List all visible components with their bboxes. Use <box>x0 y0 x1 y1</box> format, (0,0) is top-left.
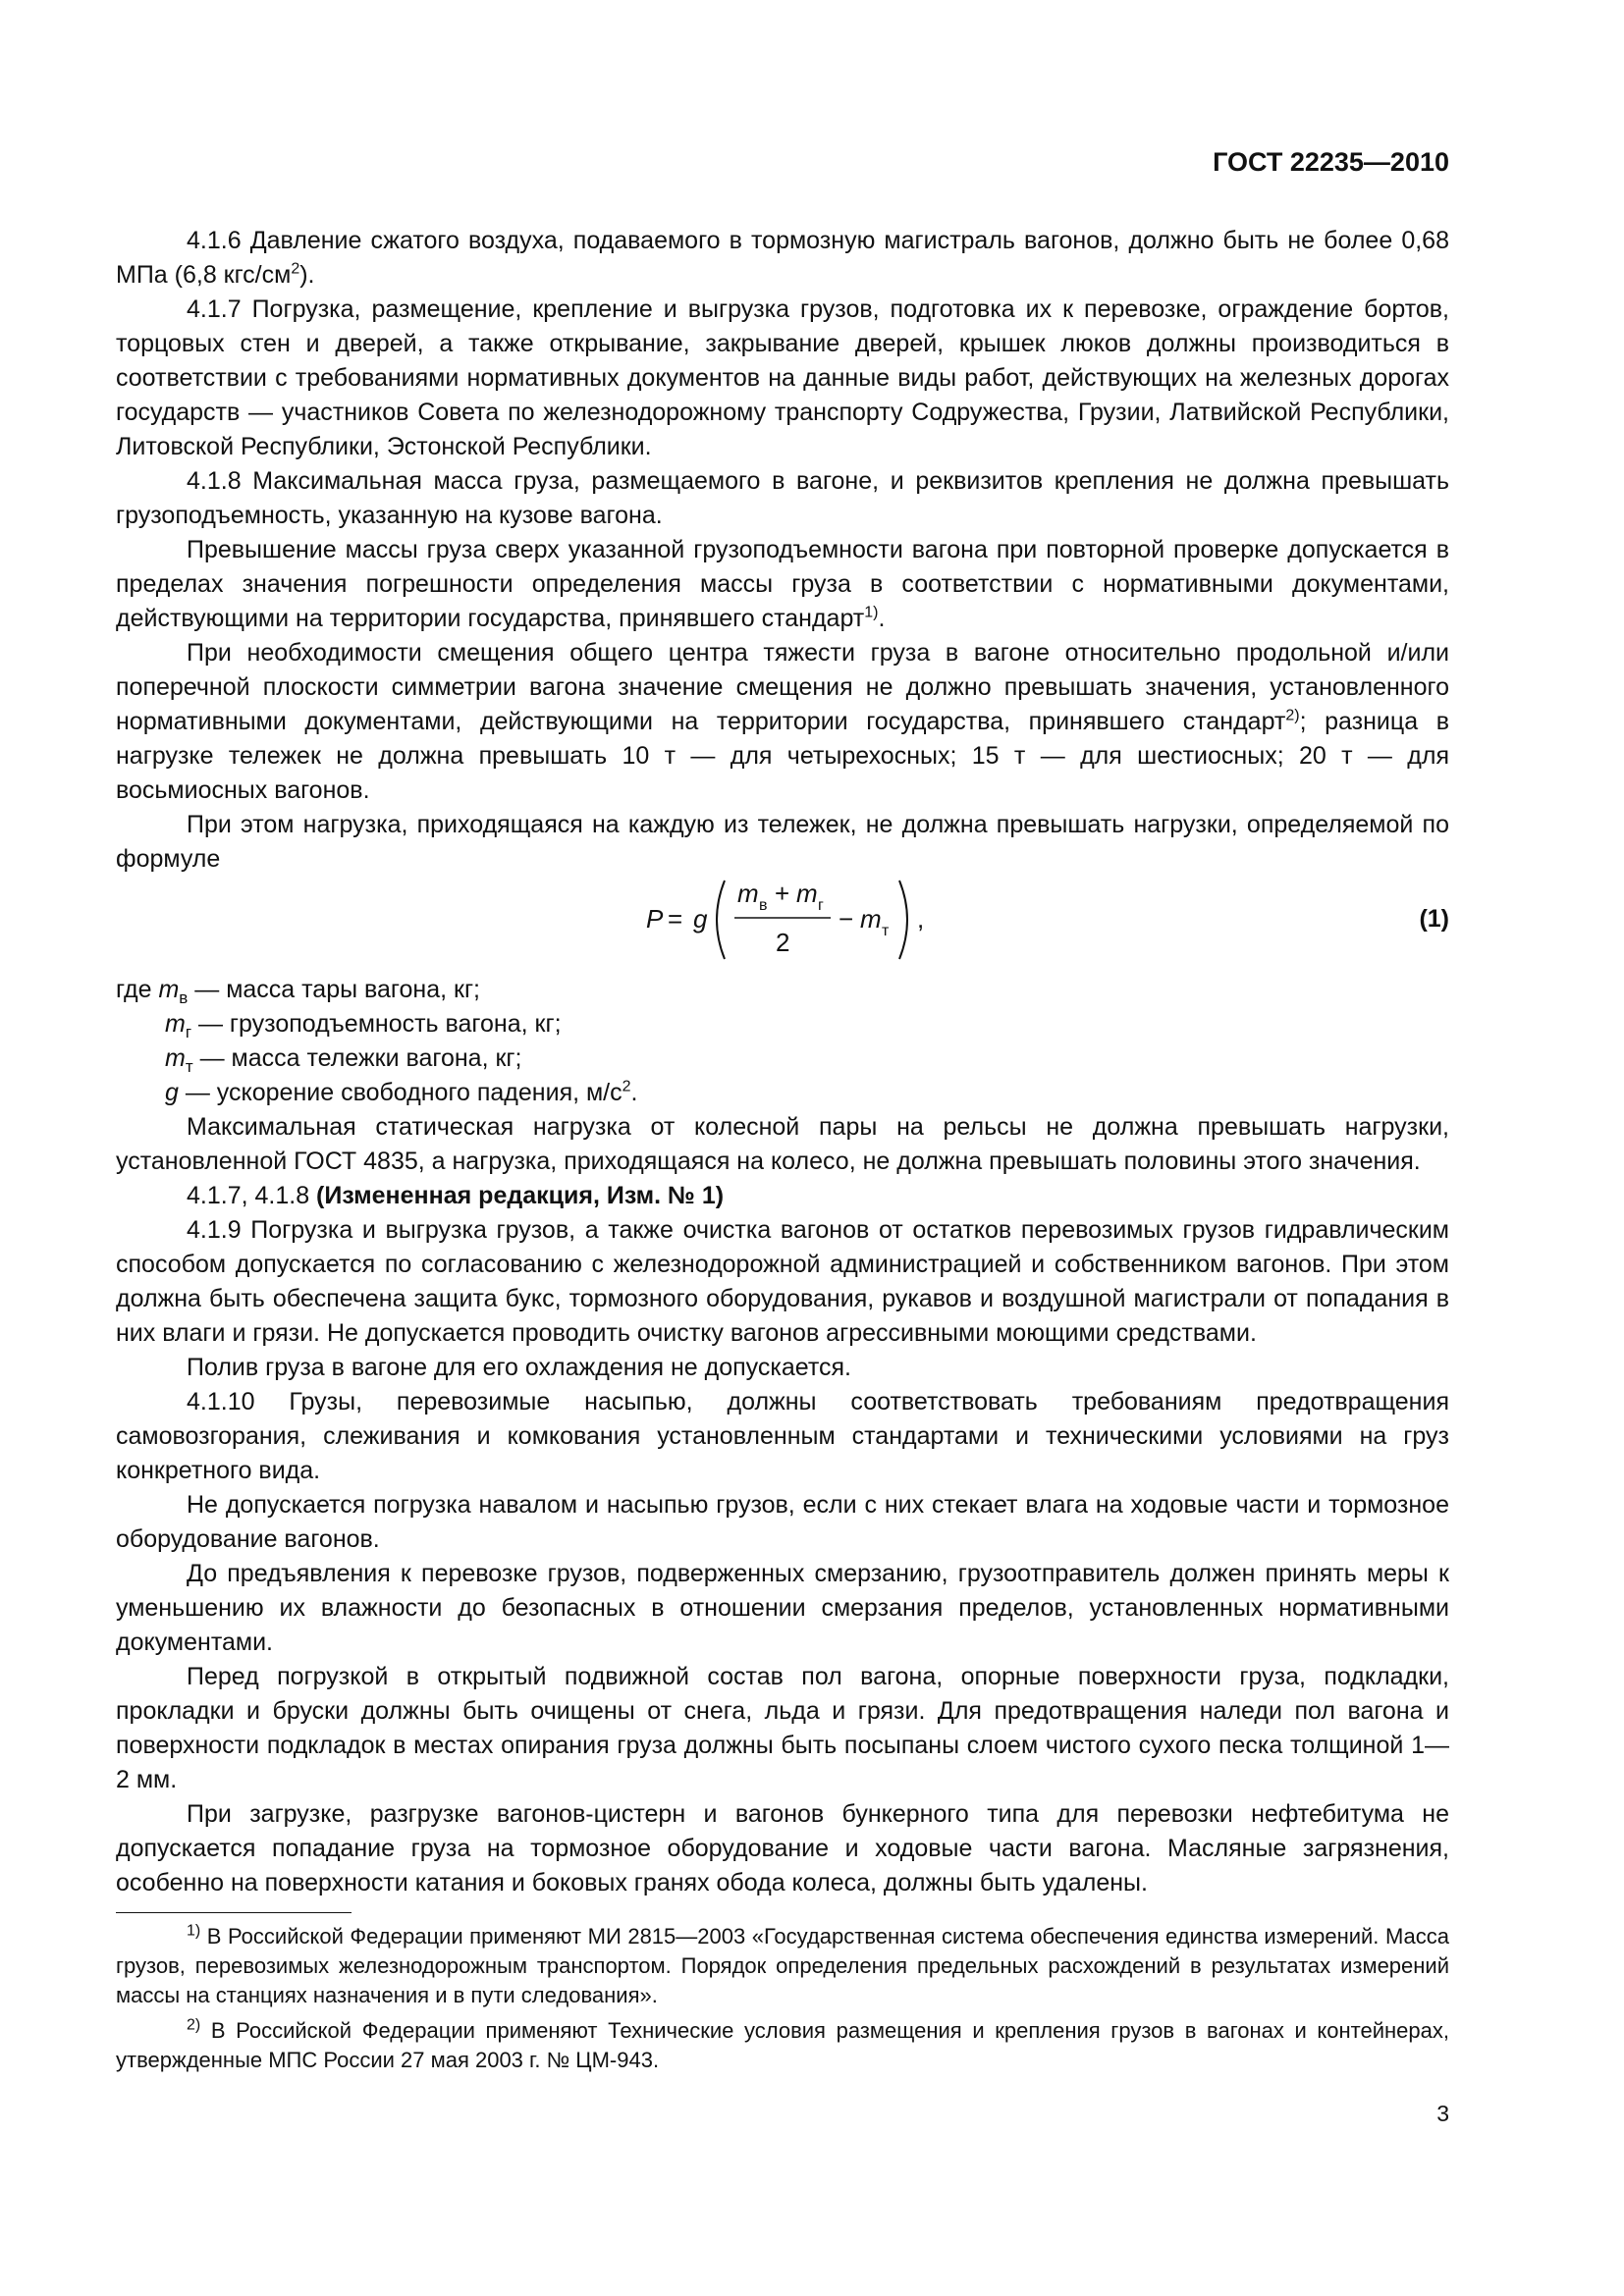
paragraph-cleaning: Перед погрузкой в открытый подвижной состав пол вагона, опорные поверхности груза, подкладки, прокладки и бруски должны быть очищены от снега, льда и грязи. Для предотвращения наледи пол вагона и поверхности подкладок в местах опирания груза должны быть посыпаны слоем чистого сухого песка толщиной 1—2 мм. <box>116 1663 1449 1793</box>
paragraph-4-1-9: 4.1.9 Погрузка и выгрузка грузов, а также очистка вагонов от остатков перевозимых грузов гидравлическим способом допускается по согласованию с железнодорожной администрацией и собственником вагонов. При этом должна быть обеспечена защита букс, тормозного оборудования, рукавов и воздушной магистрали от попадания в них влаги и грязи. Не допускается проводить очистку вагонов агрессивными моющими средствами. <box>116 1216 1449 1347</box>
footnotes <box>116 1922 1449 2081</box>
formula-mt: m <box>860 904 882 934</box>
document-header: ГОСТ 22235—2010 <box>1213 147 1449 177</box>
legend-item-mt: $m_т$ — масса тележки вагона, кг; <box>165 1044 522 1076</box>
footnote-ref-1: 1) <box>864 604 879 621</box>
formula-mt-sub: т <box>882 923 890 939</box>
paragraph-4-1-10: 4.1.10 Грузы, перевозимые насыпью, должны соответствовать требованиям предотвращения самовозгорания, слеживания и комкования установленным стандартами и техническими условиями на груз конкретного вида. <box>116 1388 1449 1484</box>
paragraph-bitumen: При загрузке, разгрузке вагонов-цистерн и вагонов бункерного типа для перевозки нефтебитума не допускается попадание груза на тормозное оборудование и ходовые части вагона. Масляные загрязнения, особенно на поверхности катания и боковых гранях обода колеса, должны быть удалены. <box>116 1800 1449 1896</box>
paragraph-bulk-loading: Не допускается погрузка навалом и насыпью грузов, если с них стекает влага на ходовые части и тормозное оборудование вагонов. <box>116 1491 1449 1553</box>
paragraph-static-load: Максимальная статическая нагрузка от колесной пары на рельсы не должна превышать нагрузки, установленной ГОСТ 4835, а нагрузка, приходящаяся на колесо, не должна превышать половины этого значения. <box>116 1113 1449 1175</box>
document-body <box>116 224 1449 1900</box>
footnote-ref-2: 2) <box>1285 707 1300 724</box>
paragraph-watering: Полив груза в вагоне для его охлаждения не допускается. <box>187 1354 852 1381</box>
paragraph-bogie-load: При этом нагрузка, приходящаяся на каждую из тележек, не должна превышать нагрузки, определяемой по формуле <box>116 811 1449 873</box>
footnote-separator <box>116 1912 352 1913</box>
paragraph-4-1-7: 4.1.7 Погрузка, размещение, крепление и выгрузка грузов, подготовка их к перевозке, ограждение бортов, торцовых стен и дверей, а также открывание, закрывание дверей, крышек люков должны производиться в соответствии с требованиями нормативных документов на данные виды работ, действующих на железных дорогах государств — участников Совета по железнодорожному транспорту Содружества, Грузии, Латвийской Республики, Литовской Республики, Эстонской Республики. <box>116 295 1449 460</box>
formula-mb: m <box>737 879 759 908</box>
page-number: 3 <box>1436 2101 1449 2126</box>
formula-legend <box>116 973 1449 1110</box>
legend-item-g: g — ускорение свободного падения, $м/с^2$. <box>165 1078 638 1106</box>
formula-row <box>116 873 1449 967</box>
legend-item-mg: $m_г$ — грузоподъемность вагона, кг; <box>165 1010 562 1041</box>
formula-1 <box>646 873 941 967</box>
paragraph-4-1-6: 4.1.6 Давление сжатого воздуха, подаваемого в тормозную магистраль вагонов, должно быть не более 0,68 МПа (6,8 кгс/$см^2$). <box>116 227 1449 289</box>
formula-g: g <box>693 904 708 934</box>
formula-comma: , <box>917 904 925 934</box>
formula-mb-sub: в <box>759 897 768 914</box>
paragraph-amendment: 4.1.7, 4.1.8 (Измененная редакция, Изм. № 1) <box>187 1182 725 1209</box>
footnote-2: $^{2)}$ В Российской Федерации применяют Технические условия размещения и крепления грузов в вагонах и контейнерах, утвержденные МПС России 27 мая 2003 г. № ЦМ-943. <box>116 2016 1449 2072</box>
formula-den: 2 <box>776 928 790 957</box>
paragraph-4-1-8: 4.1.8 Максимальная масса груза, размещаемого в вагоне, и реквизитов крепления не должна превышать грузоподъемность, указанную на кузове вагона. <box>116 467 1449 529</box>
footnote-1: $^{1)}$ В Российской Федерации применяют МИ 2815—2003 «Государственная система обеспечения единства измерений. Масса грузов, перевозимых железнодорожным транспортом. Порядок определения предельных расхождений в результатах измерений массы на станциях назначения и в пути следования». <box>116 1922 1449 2007</box>
formula-mg-sub: г <box>818 897 824 914</box>
formula-minus: − <box>839 904 854 934</box>
formula-plus: + <box>775 879 790 908</box>
formula-mg: m <box>796 879 818 908</box>
paragraph-mass-excess: Превышение массы груза сверх указанной грузоподъемности вагона при повторной проверке допускается в пределах значения погрешности определения массы груза в соответствии с нормативными документами, действующими на территории государства, принявшего стандарт$^{1)}$. <box>116 536 1449 632</box>
formula-lhs: P <box>646 904 664 934</box>
paragraph-center-shift: При необходимости смещения общего центра тяжести груза в вагоне относительно продольной и/или поперечной плоскости симметрии вагона значение смещения не должно превышать значения, установленного нормативными документами, действующими на территории государства, принявшего стандарт$^{2)}$; разница в нагрузке тележек не должна превышать 10 т — для четырехосных; 15 т — для шестиосных; 20 т — для восьмиосных вагонов. <box>116 639 1449 804</box>
formula-eq: = <box>668 904 683 934</box>
formula-number: (1) <box>1419 905 1449 933</box>
paragraph-freezing: До предъявления к перевозке грузов, подверженных смерзанию, грузоотправитель должен принять меры к уменьшению их влажности до безопасных в отношении смерзания пределов, установленных нормативными документами. <box>116 1560 1449 1656</box>
legend-item-mb: где $m_в$ — масса тары вагона, кг; <box>116 976 481 1007</box>
